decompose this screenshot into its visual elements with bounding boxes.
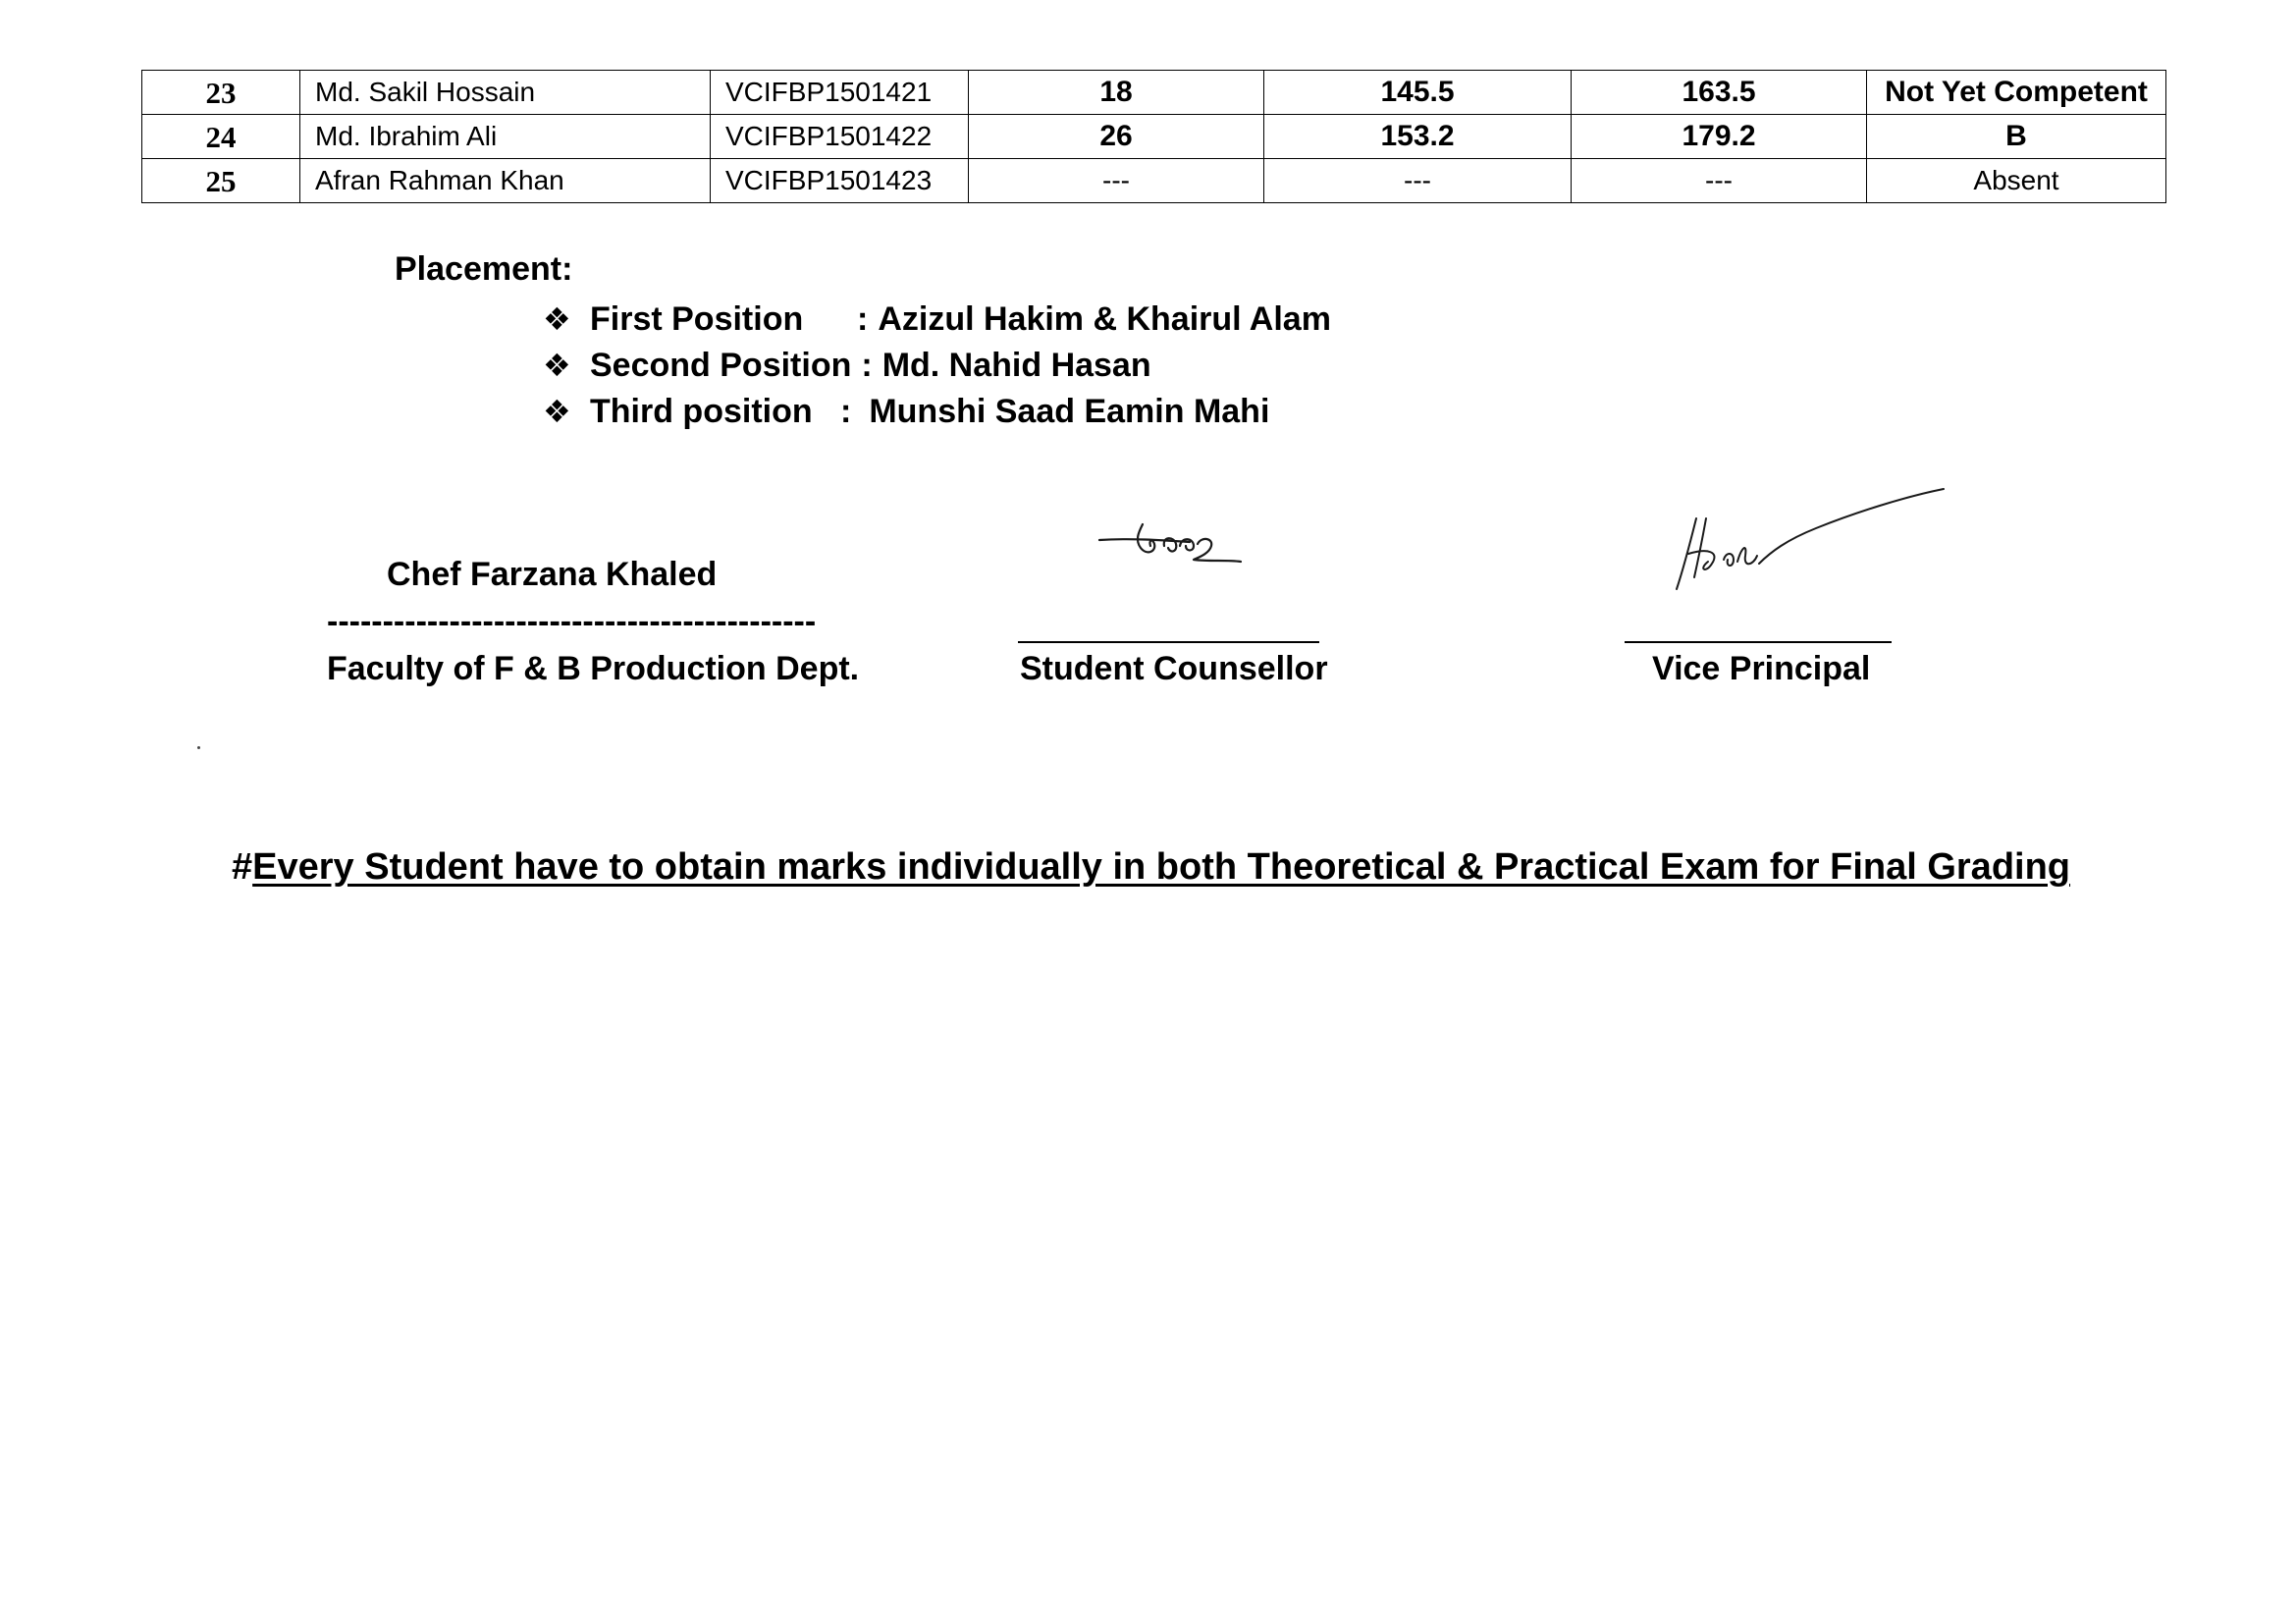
results-table	[141, 70, 2166, 203]
diamond-bullet-icon: ❖	[543, 394, 571, 429]
cell-serial: 24	[142, 115, 300, 159]
grading-footnote	[232, 846, 2070, 889]
diamond-bullet-icon: ❖	[543, 301, 571, 337]
cell-mark2: 153.2	[1264, 115, 1572, 159]
counsellor-signature-image	[1092, 511, 1288, 584]
position-label: First Position	[590, 300, 804, 338]
cell-total: 163.5	[1572, 71, 1867, 115]
table-row	[142, 159, 2166, 203]
placement-item-third	[543, 389, 1331, 435]
cell-total: 179.2	[1572, 115, 1867, 159]
position-label: Third position	[590, 393, 813, 430]
cell-id: VCIFBP1501423	[711, 159, 969, 203]
table-row	[142, 115, 2166, 159]
cell-serial: 23	[142, 71, 300, 115]
faculty-title: Faculty of F & B Production Dept.	[327, 650, 860, 687]
cell-serial: 25	[142, 159, 300, 203]
cell-mark1: 26	[969, 115, 1264, 159]
placement-heading: Placement:	[395, 250, 573, 288]
position-separator: :	[840, 393, 852, 430]
cell-grade: Absent	[1867, 159, 2166, 203]
placement-list	[543, 297, 1331, 435]
cell-name: Md. Ibrahim Ali	[300, 115, 711, 159]
footnote-text: Every Student have to obtain marks individually in both Theoretical & Practical Exam for Final Grading	[252, 846, 2071, 888]
table-row	[142, 71, 2166, 115]
cell-total: ---	[1572, 159, 1867, 203]
cell-name: Afran Rahman Khan	[300, 159, 711, 203]
counsellor-title: Student Counsellor	[1020, 650, 1328, 687]
position-winner: Md. Nahid Hasan	[881, 347, 1151, 384]
placement-item-second	[543, 343, 1331, 389]
position-separator: :	[861, 347, 873, 384]
position-separator: :	[857, 300, 869, 338]
cell-grade: B	[1867, 115, 2166, 159]
cell-id: VCIFBP1501422	[711, 115, 969, 159]
diamond-bullet-icon: ❖	[543, 348, 571, 383]
principal-title: Vice Principal	[1652, 650, 1871, 687]
footnote-prefix: #	[232, 846, 253, 888]
stray-dot	[197, 746, 200, 749]
cell-mark1: 18	[969, 71, 1264, 115]
cell-mark1: ---	[969, 159, 1264, 203]
position-label: Second Position	[590, 347, 852, 384]
principal-signature-image	[1669, 483, 1953, 593]
cell-grade: Not Yet Competent	[1867, 71, 2166, 115]
principal-signature-line	[1625, 641, 1892, 643]
cell-mark2: 145.5	[1264, 71, 1572, 115]
cell-id: VCIFBP1501421	[711, 71, 969, 115]
faculty-name: Chef Farzana Khaled	[387, 556, 718, 593]
faculty-signature-line: --------------------------------------------	[327, 603, 817, 640]
position-winner: Munshi Saad Eamin Mahi	[869, 393, 1270, 430]
placement-item-first	[543, 297, 1331, 343]
position-winner: Azizul Hakim & Khairul Alam	[878, 300, 1331, 338]
cell-mark2: ---	[1264, 159, 1572, 203]
cell-name: Md. Sakil Hossain	[300, 71, 711, 115]
counsellor-signature-line	[1018, 641, 1319, 643]
